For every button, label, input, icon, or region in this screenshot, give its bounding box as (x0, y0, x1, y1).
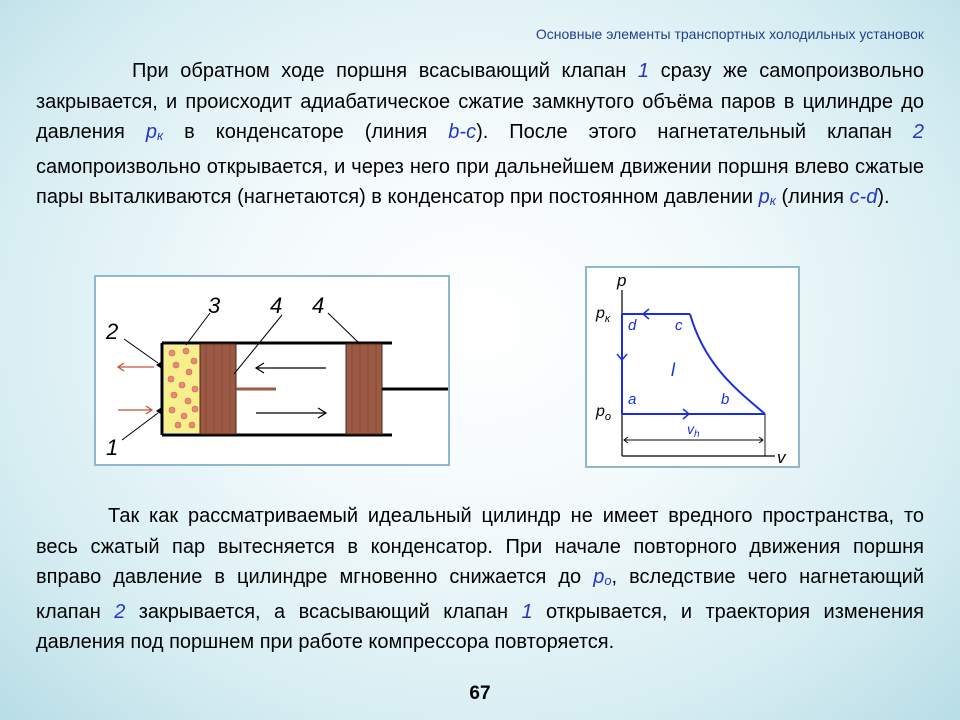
leader-2 (124, 339, 158, 363)
text-run: в конденсаторе (линия (163, 121, 449, 143)
valve-ref-2: 2 (912, 121, 924, 143)
text-run: самопроизвольно открывается, и через него при дальнейшем движении поршня влево сжатые пары выталкиваются (нагнетаются) в конденсатор при постоянном давлении (36, 155, 924, 208)
slide-title: Основные элементы транспортных холодильных установок (535, 26, 924, 42)
text-run: закрывается, а всасывающий клапан (125, 600, 522, 623)
label-4b: 4 (312, 293, 325, 318)
po-label: $p_о$ (596, 403, 612, 423)
motion-arrow-left (256, 363, 326, 373)
text-run: открывается, и траектория изменения давления под поршнем при работе компрессора повторяется. (36, 600, 924, 653)
label-4a: 4 (270, 293, 283, 318)
line-bc-ref: b-c (448, 121, 477, 143)
paragraph-repeat (36, 501, 924, 658)
axis-p-label: p (617, 271, 627, 290)
piston-left (200, 344, 236, 434)
valve-ref-1: 1 (637, 60, 649, 82)
text-run: , вследствие чего нагнетающий клапан (36, 566, 925, 623)
text-run: (линия (775, 186, 850, 208)
pk-label: $p_к$ (596, 305, 611, 325)
cylinder-drawing (96, 277, 448, 464)
text-run: Так как рассматриваемый идеальный цилиндр не имеет вредного пространства, то весь сжатый пар вытесняется в конденсатор. При начале повторного движения поршня вправо давление в цилиндре мгновенно снижается до (36, 505, 924, 588)
text-run: ). После этого нагнетательный клапан (476, 121, 913, 143)
axis-v-label: v (777, 448, 786, 466)
line-cd-ref: c-d (849, 186, 878, 208)
pv-diagram (585, 266, 800, 468)
paragraph-compression (36, 56, 924, 217)
valve-ref-1b: 1 (521, 600, 533, 623)
flow-out-arrow (118, 363, 154, 371)
valve-ref-2b: 2 (114, 600, 126, 623)
label-2: 2 (106, 319, 119, 344)
piston-right (346, 344, 382, 434)
motion-arrow-right (256, 408, 326, 418)
point-a-label: a (628, 391, 637, 408)
label-1: 1 (106, 435, 119, 460)
leader-1 (122, 413, 158, 440)
work-label: l (671, 360, 675, 380)
pressure-pk-2: pк (758, 186, 776, 208)
text-run: ). (877, 186, 890, 208)
text-run: При обратном ходе поршня всасывающий клапан (132, 60, 638, 82)
text-run: сразу же самопроизвольно закрывается, и происходит адиабатическое сжатие замкнутого объёма паров в цилиндре до давления (36, 60, 924, 143)
pressure-po: pо (593, 566, 612, 588)
point-b-label: b (721, 391, 730, 408)
pressure-pk: pк (145, 121, 164, 143)
point-c-label: c (675, 317, 683, 334)
cylinder-diagram (94, 275, 450, 466)
label-3: 3 (208, 293, 221, 318)
leader-3 (186, 313, 210, 345)
flow-in-arrow (118, 406, 152, 414)
point-d-label: d (628, 317, 637, 334)
leader-4b (328, 313, 360, 344)
pv-drawing (587, 268, 798, 466)
page-number: 67 (469, 683, 491, 704)
cycle-path (622, 314, 765, 414)
vh-label: $v_h$ (687, 421, 700, 440)
